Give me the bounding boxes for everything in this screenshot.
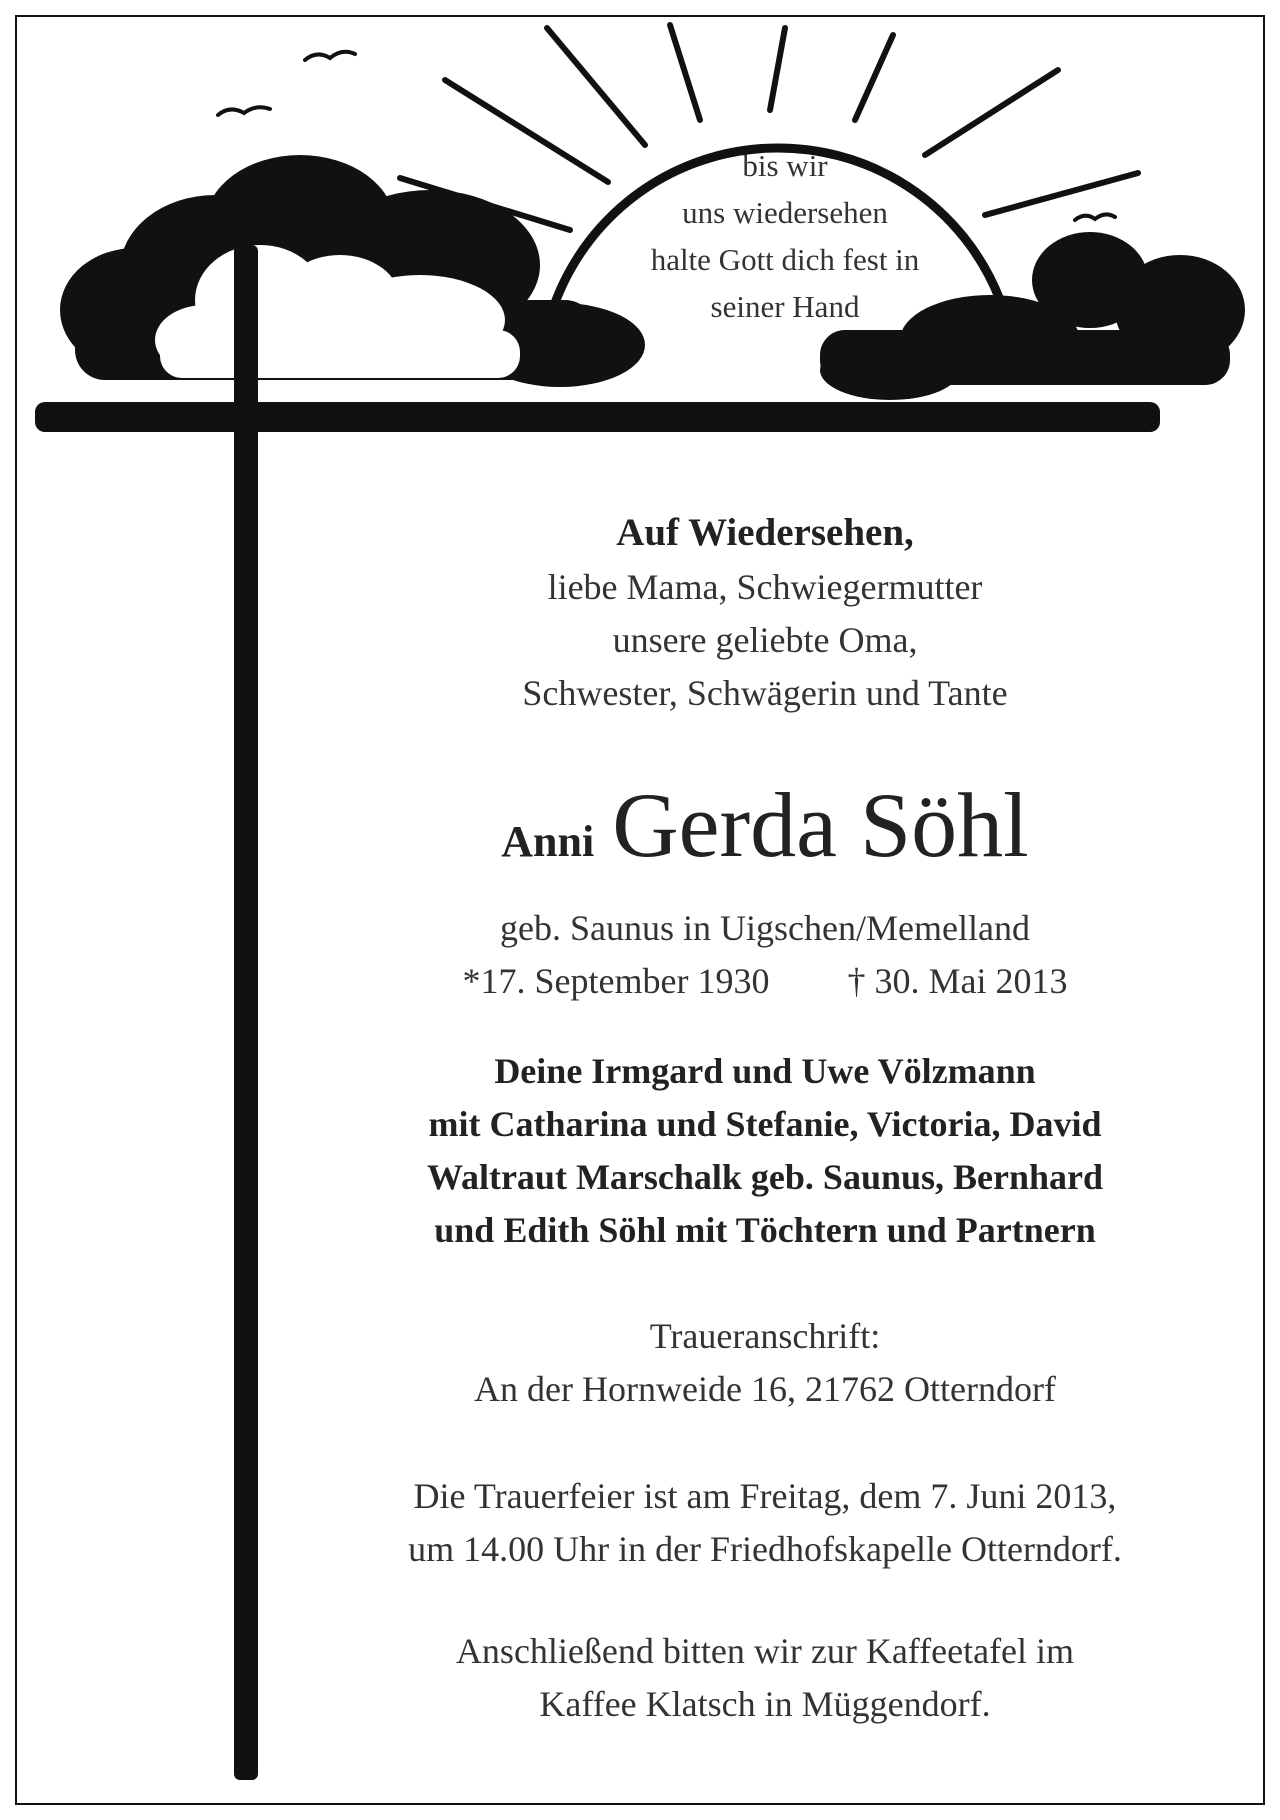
birth-date: *17. September 1930 <box>462 961 770 1001</box>
death-date: † 30. Mai 2013 <box>847 961 1068 1001</box>
verse-line: uns wiedersehen <box>682 195 888 230</box>
verse-line: seiner Hand <box>710 289 860 324</box>
mourner-line: und Edith Söhl mit Töchtern und Partnern <box>434 1210 1096 1250</box>
life-dates <box>310 955 1220 1008</box>
reception-line: Anschließend bitten wir zur Kaffeetafel im <box>455 1631 1075 1671</box>
cross-beam <box>234 245 258 1780</box>
reception-block <box>310 1625 1220 1731</box>
mourner-line: Waltraut Marschalk geb. Saunus, Bernhard <box>426 1157 1104 1197</box>
horizon-bar <box>35 402 1160 432</box>
service-block <box>310 1470 1220 1576</box>
mourner-line: Deine Irmgard und Uwe Völzmann <box>494 1051 1036 1091</box>
full-name: Gerda Söhl <box>612 774 1029 876</box>
reception-line: Kaffee Klatsch in Müggendorf. <box>539 1684 991 1724</box>
greeting-line: Schwester, Schwägerin und Tante <box>522 673 1008 713</box>
birth-name: geb. Saunus in Uigschen/Memelland <box>500 908 1030 948</box>
greeting-line: liebe Mama, Schwiegermutter <box>547 567 983 607</box>
first-name: Anni <box>501 817 595 866</box>
greeting-title: Auf Wiedersehen, <box>616 511 914 554</box>
service-line: Die Trauerfeier ist am Freitag, dem 7. Juni 2013, <box>413 1476 1117 1516</box>
mourner-line: mit Catharina und Stefanie, Victoria, David <box>428 1104 1102 1144</box>
greeting-line: unsere geliebte Oma, <box>612 620 918 660</box>
deceased-block <box>310 775 1220 1008</box>
verse <box>560 142 1010 330</box>
address-value: An der Hornweide 16, 21762 Otterndorf <box>474 1369 1056 1409</box>
verse-line: bis wir <box>742 148 828 183</box>
greeting-block <box>310 505 1220 720</box>
address-block <box>310 1310 1220 1416</box>
verse-line: halte Gott dich fest in <box>650 242 920 277</box>
service-line: um 14.00 Uhr in der Friedhofskapelle Otterndorf. <box>408 1529 1122 1569</box>
deceased-name <box>310 775 1220 902</box>
mourners-block <box>310 1045 1220 1257</box>
address-label: Traueranschrift: <box>649 1316 881 1356</box>
